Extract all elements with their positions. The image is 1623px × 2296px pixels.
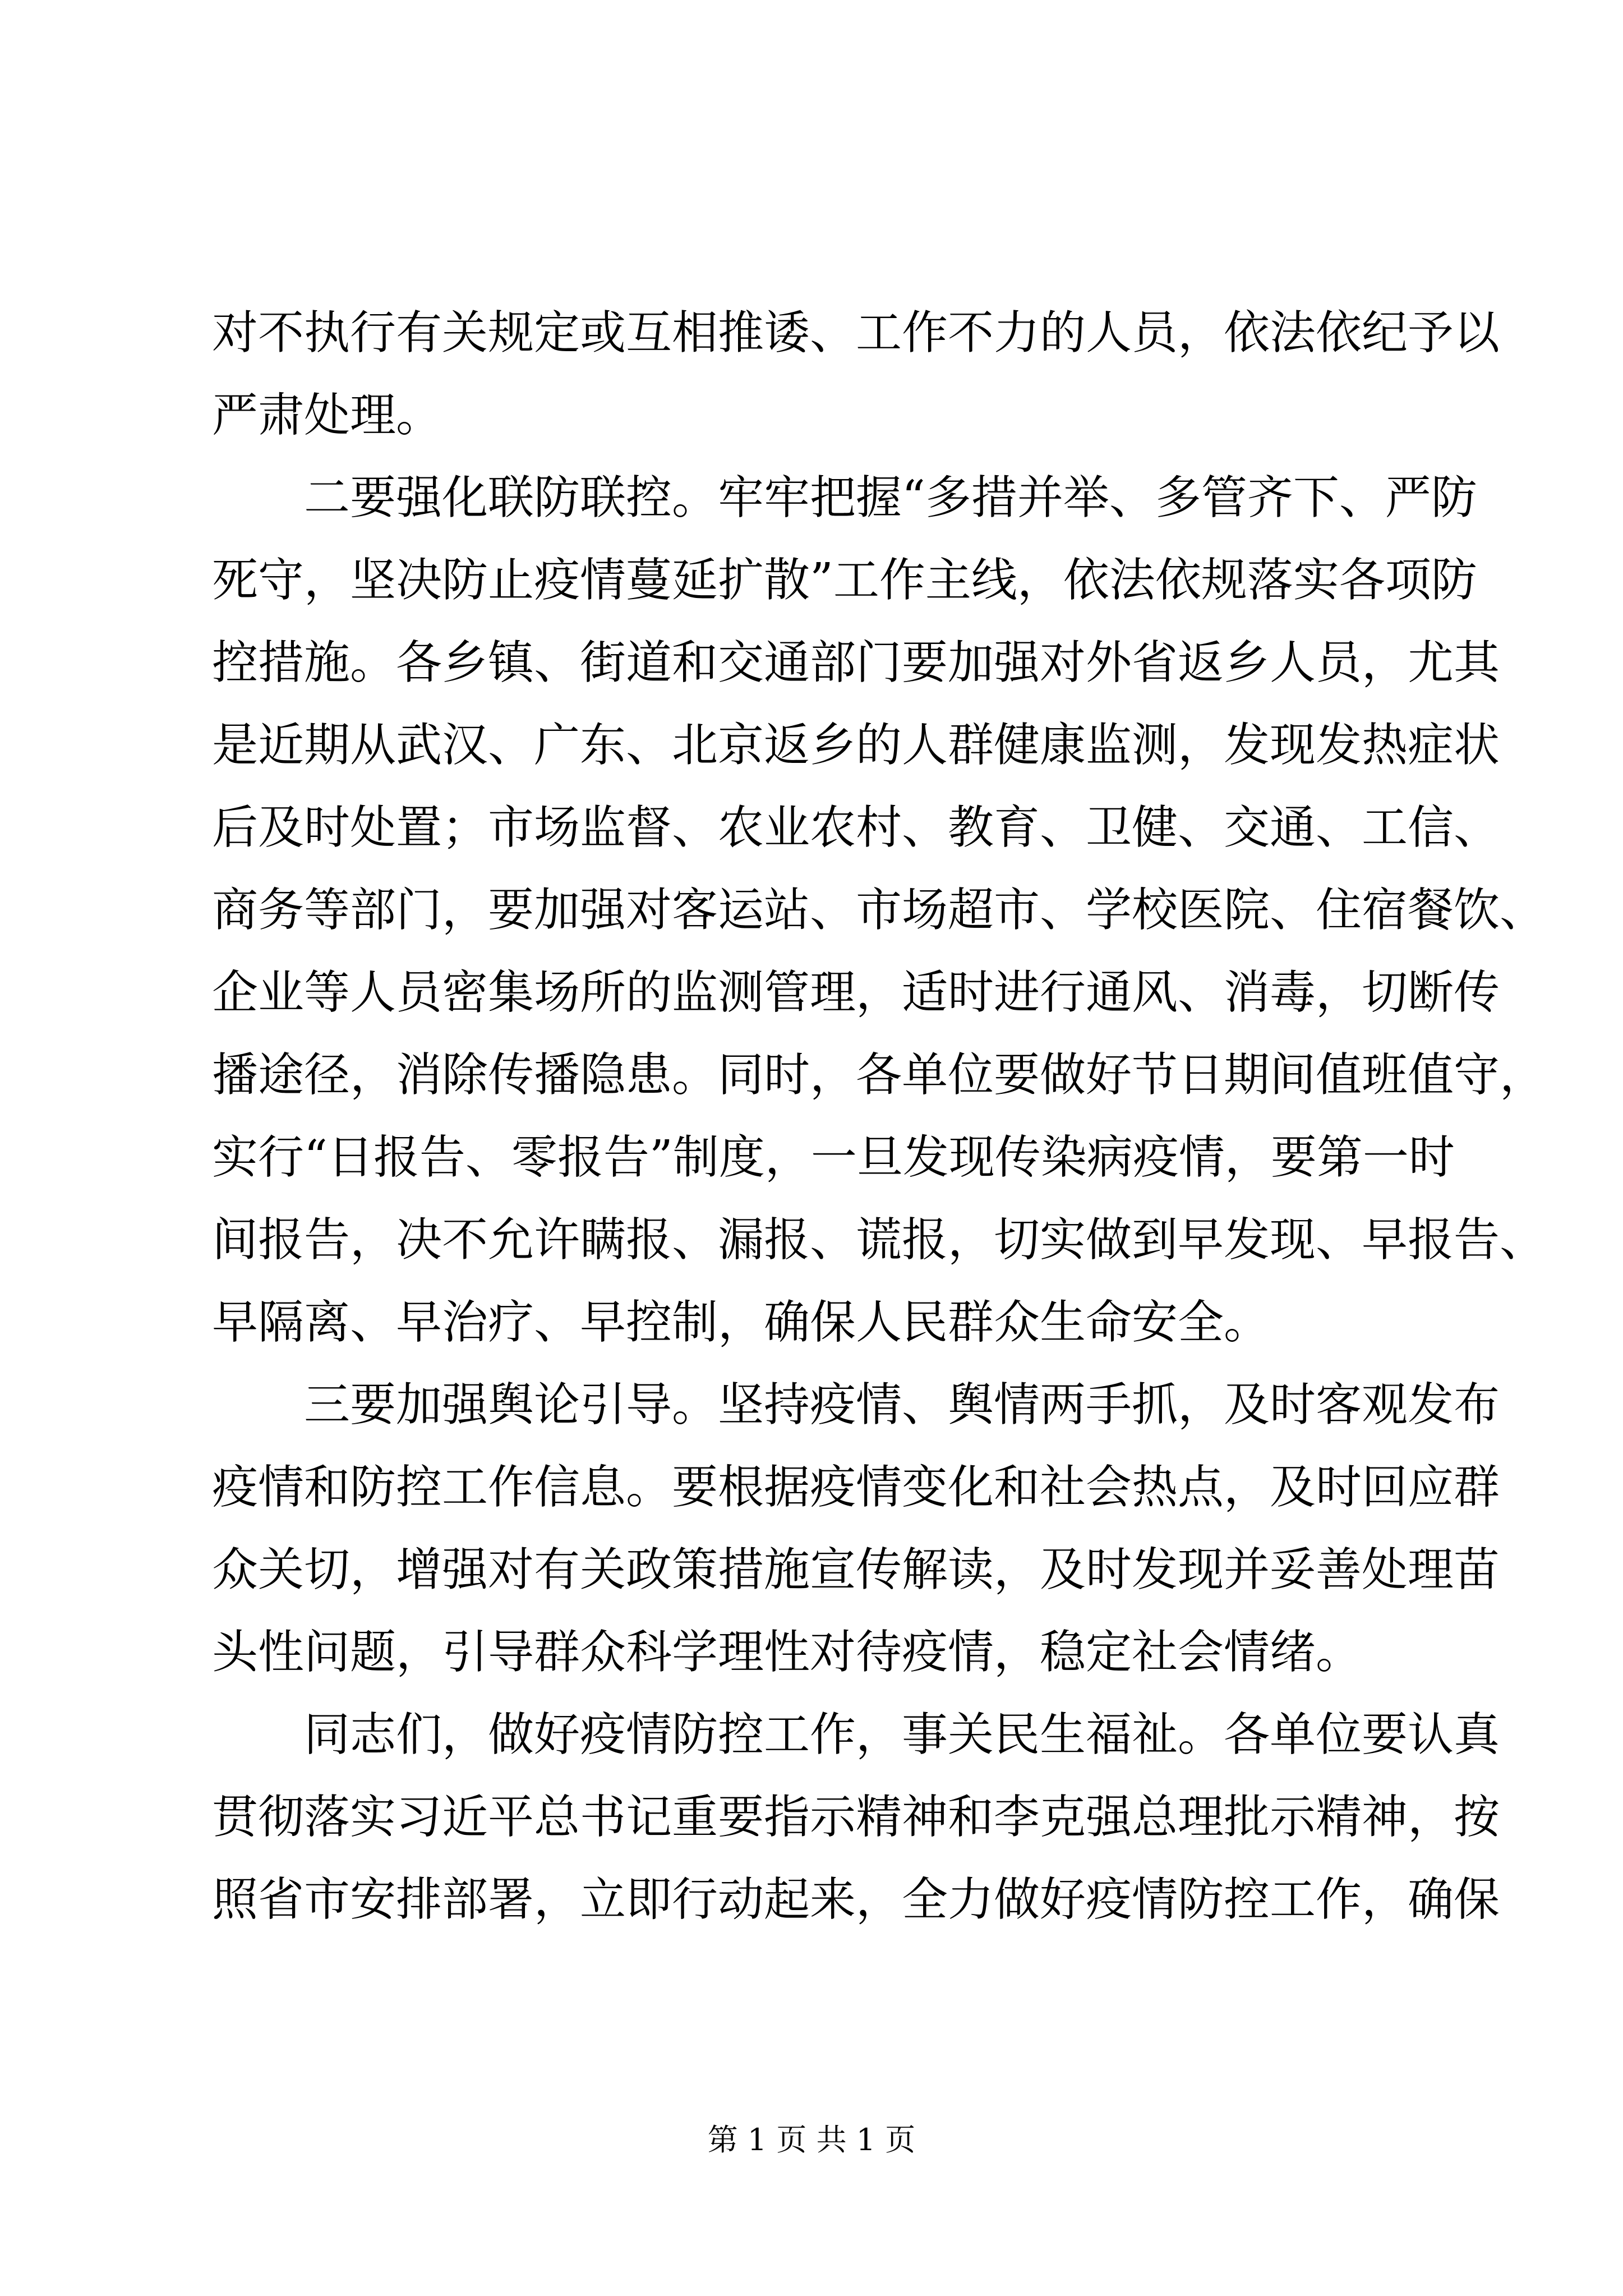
text-line: 头性问题，引导群众科学理性对待疫情，稳定社会情绪。 (212, 1626, 1362, 1679)
paragraph (212, 292, 1500, 457)
text-line: 照省市安排部署，立即行动起来，全力做好疫情防控工作，确保 (212, 1873, 1500, 1926)
text-line: 是近期从武汉、广东、北京返乡的人群健康监测，发现发热症状 (212, 719, 1500, 772)
text-line: 二要强化联防联控。牢牢把握“多措并举、多管齐下、严防 (304, 471, 1477, 524)
text-line: 间报告，决不允许瞒报、漏报、谎报，切实做到早发现、早报告、 (212, 1213, 1546, 1267)
text-line: 贯彻落实习近平总书记重要指示精神和李克强总理批示精神，按 (212, 1791, 1500, 1844)
page-footer: 第 1 页 共 1 页 (707, 2122, 916, 2157)
text-line: 众关切，增强对有关政策措施宣传解读，及时发现并妥善处理苗 (212, 1543, 1500, 1596)
text-line: 疫情和防控工作信息。要根据疫情变化和社会热点，及时回应群 (212, 1461, 1500, 1514)
paragraph (212, 1694, 1500, 1941)
text-line: 三要加强舆论引导。坚持疫情、舆情两手抓，及时客观发布 (304, 1378, 1500, 1432)
text-line: 控措施。各乡镇、街道和交通部门要加强对外省返乡人员，尤其 (212, 636, 1500, 689)
text-line: 对不执行有关规定或互相推诿、工作不力的人员，依法依纪予以 (212, 306, 1500, 360)
paragraph (212, 1364, 1500, 1694)
text-line: 企业等人员密集场所的监测管理，适时进行通风、消毒，切断传 (212, 966, 1500, 1019)
text-line: 播途径，消除传播隐患。同时，各单位要做好节日期间值班值守， (212, 1048, 1546, 1102)
text-line: 实行“日报告、零报告”制度，一旦发现传染病疫情，要第一时 (212, 1131, 1455, 1184)
paragraph (212, 457, 1546, 1364)
text-line: 商务等部门，要加强对客运站、市场超市、学校医院、住宿餐饮、 (212, 884, 1546, 937)
text-line: 后及时处置；市场监督、农业农村、教育、卫健、交通、工信、 (212, 801, 1500, 854)
text-line: 严肃处理。 (212, 389, 442, 442)
text-line: 死守，坚决防止疫情蔓延扩散”工作主线，依法依规落实各项防 (212, 554, 1477, 607)
text-line: 同志们，做好疫情防控工作，事关民生福祉。各单位要认真 (304, 1708, 1500, 1761)
text-line: 早隔离、早治疗、早控制，确保人民群众生命安全。 (212, 1296, 1270, 1349)
document-body (212, 292, 1546, 1941)
